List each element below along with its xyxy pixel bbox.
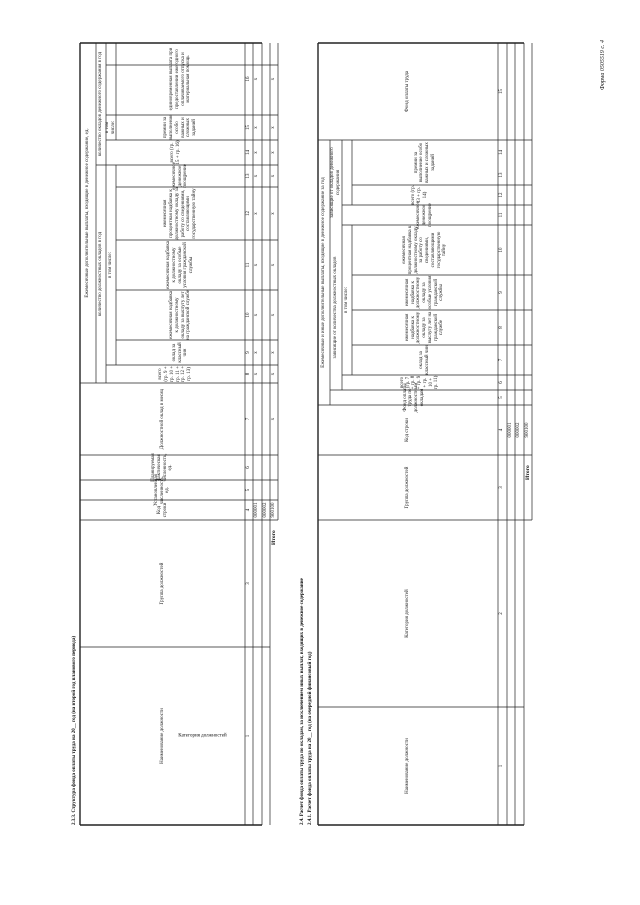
s1-code-000001: 000001 bbox=[254, 502, 259, 518]
s1-colnum-9: 9 bbox=[246, 351, 251, 354]
s1-colnum-12: 12 bbox=[246, 211, 251, 216]
s2-col-category-header: Категория должностей bbox=[405, 589, 411, 638]
s2-colnum-7: 7 bbox=[499, 358, 504, 362]
s1-col15-header: премии за выполнение особо важных и сложных заданий bbox=[163, 114, 197, 141]
s2-col7-header: оклад за классный чин bbox=[419, 345, 430, 375]
s1-x-col8-total: х bbox=[271, 372, 276, 376]
s1-col14-header: всего (гр. 15 + гр. 16) bbox=[169, 140, 181, 165]
s1-colnum-8: 8 bbox=[246, 372, 251, 376]
s2-colnum-13: 13 bbox=[499, 172, 504, 178]
s1-col13-header: ежемесячное денежное поощрение bbox=[171, 162, 189, 190]
s2-code-900100: 900100 bbox=[525, 422, 530, 438]
s1-monthly-group-header: Ежемесячные дополнительные выплаты, входящие в денежное содержание, ед. bbox=[85, 128, 91, 298]
s1-col11-header: ежемесячная надбавка к должностному окладу за особые условия гражданской службы bbox=[166, 241, 195, 289]
s2-colnum-1: 1 bbox=[499, 764, 504, 768]
section2-title: 2.4. Расчет фонда оплаты труда по окладам, за исключением иных выплат, входящих в денежное содержание bbox=[300, 578, 305, 825]
s1-col10-header: ежемесячная надбавка к должностному окладу за выслугу лет на гражданской службе bbox=[169, 290, 192, 340]
s1-x-col13-total: х bbox=[271, 174, 276, 178]
s1-x-col9-total: х bbox=[271, 351, 276, 354]
s1-colnum-13: 13 bbox=[246, 173, 251, 179]
s1-col-name-header: Наименование должности bbox=[159, 708, 165, 764]
s2-colnum-6: 6 bbox=[499, 381, 504, 384]
s1-col8-header: всего (гр. 9 + гр. 10 + гр. 11 + гр. 12 + гр. 13) bbox=[158, 365, 192, 383]
s1-in-that-label-2: в том числе: bbox=[105, 120, 116, 135]
s2-col5-header: Фонд оплаты труда по должностным окладам bbox=[402, 382, 425, 413]
s1-premium-group-header: количество окладов денежного содержания в год bbox=[98, 51, 104, 157]
s1-code-900100: 900100 bbox=[271, 502, 276, 518]
s2-colnum-11: 11 bbox=[499, 212, 504, 218]
s2-code-000001: 000001 bbox=[508, 422, 513, 438]
s1-x-col11-r1: х bbox=[254, 263, 259, 267]
s2-code-000002: 000002 bbox=[516, 422, 521, 438]
s1-colnum-6: 6 bbox=[246, 466, 251, 469]
s2-colnum-10: 10 bbox=[499, 247, 504, 253]
s1-x-col13-r1: х bbox=[254, 174, 259, 178]
s1-x-col12-r1: х bbox=[254, 212, 259, 215]
s1-x-col7: х bbox=[271, 417, 276, 421]
s1-x-col16-r1: х bbox=[254, 77, 259, 81]
s1-col16-header: единовременная выплата при предоставлении ежегодного оплачиваемого отпуска и материальная помощь bbox=[169, 47, 192, 111]
s2-monthly-group-header: Ежемесячные и иные дополнительные выплаты, входящие в денежное содержание за год bbox=[321, 177, 327, 368]
s1-in-that-label: в том числе: bbox=[108, 251, 114, 279]
s2-col11-header: ежемесячное денежное поощрение bbox=[416, 201, 433, 229]
s1-code-000002: 000002 bbox=[263, 502, 268, 518]
s2-col15-header: Фонд оплаты труда bbox=[405, 70, 411, 113]
s1-col-salary-header: Должностной оклад в месяц bbox=[159, 388, 165, 450]
s1-x-col10-r1: х bbox=[254, 313, 259, 317]
s2-colnum-9: 9 bbox=[499, 291, 504, 294]
s1-colnum-1: 1 bbox=[246, 734, 251, 738]
s1-x-col11-total: х bbox=[271, 263, 276, 267]
s2-col13-col14-header: премии за выполнение особо важных и сложных заданий bbox=[413, 142, 436, 183]
s2-total-label: Итого bbox=[525, 465, 531, 480]
s1-x-col15-r1: х bbox=[254, 126, 259, 129]
s2-colnum-5: 5 bbox=[499, 396, 504, 399]
s1-colnum-11: 11 bbox=[246, 262, 251, 268]
s1-x-col12-total: х bbox=[271, 212, 276, 215]
s1-colnum-4: 4 bbox=[246, 508, 251, 512]
s2-col9-header: ежемесячная надбавка к должностному окладу за особые условия гражданской службы bbox=[404, 275, 445, 310]
s1-colnum-7: 7 bbox=[246, 417, 251, 421]
s2-in-that-label: в том числе: bbox=[344, 286, 350, 314]
s1-x-col14-total: х bbox=[271, 151, 276, 154]
s2-colnum-15: 15 bbox=[499, 89, 504, 94]
s1-x-col16-total: х bbox=[271, 77, 276, 81]
s1-col-actual-header: Планируемая фактическая численность, ед. bbox=[151, 453, 174, 482]
s1-colnum-3: 3 bbox=[246, 582, 251, 585]
s2-dep-salary-header: зависящие от количества должностных окладов bbox=[333, 256, 339, 359]
s2-colnum-2: 2 bbox=[499, 612, 504, 615]
s2-col-code-header: Код строки bbox=[405, 418, 411, 442]
s1-colnum-5: 5 bbox=[246, 488, 251, 492]
s1-monthly-count-header: количество должностных окладов в год bbox=[98, 231, 104, 317]
s1-col-code-header: Код строки bbox=[156, 502, 168, 518]
s1-col12-header: ежемесячная процентная надбавка к должностному окладу за работу со сведениями, составляющими государственную тайну bbox=[163, 187, 197, 240]
s2-colnum-14: 14 bbox=[499, 150, 504, 155]
s1-col-category-header: Категория должностей bbox=[178, 733, 227, 739]
s2-col10-header: ежемесячная процентная надбавка к должностному окладу за работу со сведениями, составляющими государственную тайну bbox=[402, 225, 448, 275]
s1-colnum-16: 16 bbox=[246, 76, 251, 82]
s2-colnum-8: 8 bbox=[499, 326, 504, 329]
s2-colnum-4: 4 bbox=[499, 428, 504, 432]
s1-colnum-10: 10 bbox=[246, 312, 251, 318]
s1-col9-header: оклад за классный чин bbox=[171, 342, 189, 363]
s1-x-col15-total: х bbox=[271, 126, 276, 129]
s2-col12-header: всего (гр. 13 + гр. 14) bbox=[411, 185, 428, 205]
s1-colnum-15: 15 bbox=[246, 125, 251, 130]
section2-subtitle: 2.4.1. Расчет фонда оплаты труда на 20__ год (на очередной финансовый год) bbox=[308, 651, 313, 825]
s2-colnum-12: 12 bbox=[499, 192, 504, 198]
s1-x-col9-r1: х bbox=[254, 351, 259, 354]
s1-col-group-header: Группа должностей bbox=[159, 562, 165, 605]
s2-col-name-header: Наименование должности bbox=[405, 738, 411, 794]
s1-x-col10-total: х bbox=[271, 313, 276, 317]
section1-title: 2.3.3. Структура фонда оплаты труда на 20__ год (на второй год планового периода) bbox=[72, 636, 77, 825]
s2-col8-header: ежемесячная надбавка к должностному окладу за выслугу лет на гражданской службе bbox=[404, 311, 445, 344]
s1-colnum-14: 14 bbox=[246, 150, 251, 155]
s1-x-col8-r1: х bbox=[254, 372, 259, 376]
s1-col-established-header: Установленная численность, ед. bbox=[153, 474, 171, 506]
s1-total-label: Итого bbox=[271, 530, 277, 545]
s2-col6-header: всего (гр. 7 + гр. 8 + гр. 9 + гр. 10 + гр. 11) bbox=[399, 375, 440, 390]
s2-colnum-3: 3 bbox=[499, 486, 504, 489]
form-number: Форма 0505519 с. 4 bbox=[600, 39, 606, 90]
s1-x-col14-r1: х bbox=[254, 151, 259, 154]
s2-col-group-header: Группа должностей bbox=[405, 466, 411, 509]
s2-dep-allowance-header: зависящие от окладов денежного содержания bbox=[330, 147, 341, 218]
